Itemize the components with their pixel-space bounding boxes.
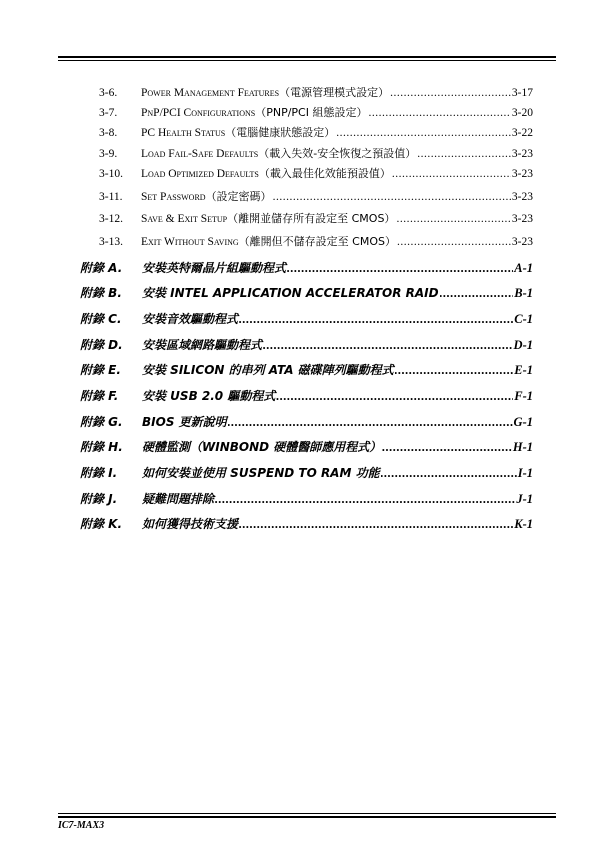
toc-entry-number: 3-11.: [99, 191, 123, 203]
dot-leader: [287, 261, 513, 274]
toc-entry-title: PnP/PCI Configurations: [141, 107, 256, 119]
dot-leader: [239, 312, 513, 325]
toc-appendix-title: 安裝 USB 2.0 驅動程式: [142, 389, 276, 403]
dot-leader: [392, 168, 511, 181]
toc-appendix-title: 硬體監測（WINBOND 硬體醫師應用程式）: [142, 440, 382, 454]
footer-rule: [58, 816, 556, 818]
toc-appendix-page: D-1: [513, 338, 533, 352]
toc-entry-number: 3-8.: [99, 127, 118, 139]
dot-leader: [417, 148, 511, 161]
toc-entry-3-7[interactable]: [99, 104, 533, 120]
toc-entry-page: 3-17: [511, 87, 533, 99]
toc-entry-title-zh: （PNP/PCI 組態設定）: [255, 106, 368, 119]
toc-appendix-title: 疑難問題排除: [142, 492, 215, 506]
toc-entry-number: 3-12.: [99, 213, 123, 225]
toc-appendix-title: 如何獲得技術支援: [142, 517, 239, 531]
toc-appendix-h[interactable]: [80, 438, 533, 456]
toc-entry-number: 3-7.: [99, 107, 118, 119]
toc-appendix-page: G-1: [513, 415, 533, 429]
toc-appendix-number: 附錄 G.: [80, 415, 123, 429]
toc-appendix-title: 安裝 SILICON 的串列 ATA 磁碟陣列驅動程式: [142, 363, 394, 377]
dot-leader: [368, 107, 510, 120]
toc-entry-title: Exit Without Saving: [141, 236, 239, 248]
toc-entry-title-zh: （設定密碼）: [205, 190, 272, 203]
dot-leader: [382, 440, 512, 453]
toc-appendix-d[interactable]: [80, 336, 533, 354]
toc-appendix-page: E-1: [514, 363, 533, 377]
toc-entry-3-11[interactable]: [99, 188, 533, 204]
toc-appendix-number: 附錄 K.: [80, 517, 123, 531]
toc-appendix-j[interactable]: [80, 490, 533, 508]
toc-entry-title: Set Password: [141, 191, 206, 203]
dot-leader: [215, 492, 515, 505]
toc-appendix-title: 如何安裝並使用 SUSPEND TO RAM 功能: [142, 466, 380, 480]
footer-model-name: IC7-MAX3: [58, 820, 105, 831]
dot-leader: [397, 236, 511, 249]
dot-leader: [273, 191, 511, 204]
header-rule: [58, 56, 556, 58]
toc-appendix-page: J-1: [516, 492, 533, 506]
toc-appendix-number: 附錄 B.: [80, 286, 122, 300]
toc-entry-3-6[interactable]: [99, 84, 533, 100]
toc-entry-title-zh: （載入最佳化效能預設值）: [258, 167, 391, 180]
toc-appendix-page: C-1: [514, 312, 533, 326]
toc-entry-number: 3-9.: [99, 148, 118, 160]
toc-appendix-page: B-1: [514, 286, 533, 300]
toc-appendix-a[interactable]: [80, 259, 533, 277]
toc-entry-3-9[interactable]: [99, 145, 533, 161]
toc-entry-number: 3-10.: [99, 168, 123, 180]
toc-entry-title: PC Health Status: [141, 127, 226, 139]
toc-appendix-number: 附錄 E.: [80, 363, 121, 377]
toc-appendix-page: I-1: [517, 466, 533, 480]
footer-rule-thin: [58, 813, 556, 814]
toc-appendix-title: 安裝區域網路驅動程式: [142, 338, 263, 352]
dot-leader: [276, 389, 513, 402]
toc-entry-title-zh: （載入失效-安全恢復之預設值）: [258, 147, 417, 160]
toc-entry-number: 3-13.: [99, 236, 123, 248]
toc-appendix-title: BIOS 更新說明: [142, 415, 227, 429]
toc-entry-title-zh: （離開並儲存所有設定至 CMOS）: [227, 212, 396, 225]
toc-appendix-number: 附錄 H.: [80, 440, 123, 454]
toc-entry-3-10[interactable]: [99, 165, 533, 181]
toc-entry-3-8[interactable]: [99, 124, 533, 140]
toc-appendix-k[interactable]: [80, 515, 533, 533]
toc-appendix-number: 附錄 D.: [80, 338, 123, 352]
toc-appendix-number: 附錄 F.: [80, 389, 119, 403]
toc-appendix-c[interactable]: [80, 310, 533, 328]
dot-leader: [228, 415, 513, 428]
toc-appendix-e[interactable]: [80, 361, 533, 379]
toc-appendix-number: 附錄 A.: [80, 261, 123, 275]
toc-appendix-page: H-1: [512, 440, 533, 454]
toc-entry-page: 3-23: [511, 191, 533, 203]
toc-entry-title: Load Optimized Defaults: [141, 168, 259, 180]
toc-entry-page: 3-20: [511, 107, 533, 119]
toc-appendix-title: 安裝英特爾晶片組驅動程式: [142, 261, 287, 275]
toc-appendix-number: 附錄 I.: [80, 466, 118, 480]
toc-entry-title-zh: （電腦健康狀態設定）: [225, 126, 336, 139]
dot-leader: [381, 466, 517, 479]
toc-entry-title: Power Management Features: [141, 87, 280, 99]
toc-entry-page: 3-22: [511, 127, 533, 139]
toc-entry-3-13[interactable]: [99, 233, 533, 249]
dot-leader: [395, 363, 514, 376]
toc-appendix-i[interactable]: [80, 464, 533, 482]
dot-leader: [336, 127, 511, 140]
toc-entry-title-zh: （離開但不儲存設定至 CMOS）: [238, 235, 396, 248]
toc-appendix-title: 安裝 INTEL APPLICATION ACCELERATOR RAID: [142, 286, 439, 300]
toc-appendix-page: F-1: [514, 389, 533, 403]
dot-leader: [263, 338, 513, 351]
toc-entry-number: 3-6.: [99, 87, 118, 99]
toc-entry-title: Load Fail-Safe Defaults: [141, 148, 259, 160]
toc-appendix-page: A-1: [514, 261, 533, 275]
toc-appendix-f[interactable]: [80, 387, 533, 405]
toc-entry-3-12[interactable]: [99, 210, 533, 226]
toc-entry-page: 3-23: [511, 236, 533, 248]
toc-entry-title: Save & Exit Setup: [141, 213, 228, 225]
toc-appendix-page: K-1: [514, 517, 533, 531]
dot-leader: [440, 286, 514, 299]
toc-appendix-number: 附錄 J.: [80, 492, 118, 506]
toc-entry-title-zh: （電源管理模式設定）: [279, 86, 390, 99]
toc-appendix-number: 附錄 C.: [80, 312, 122, 326]
header-rule-thin: [58, 60, 556, 61]
dot-leader: [239, 517, 513, 530]
toc-appendix-g[interactable]: [80, 413, 533, 431]
toc-appendix-title: 安裝音效驅動程式: [142, 312, 239, 326]
dot-leader: [396, 213, 510, 226]
dot-leader: [390, 87, 511, 100]
toc-appendix-b[interactable]: [80, 284, 533, 302]
toc-entry-page: 3-23: [511, 213, 533, 225]
toc-entry-page: 3-23: [511, 168, 533, 180]
toc-entry-page: 3-23: [511, 148, 533, 160]
